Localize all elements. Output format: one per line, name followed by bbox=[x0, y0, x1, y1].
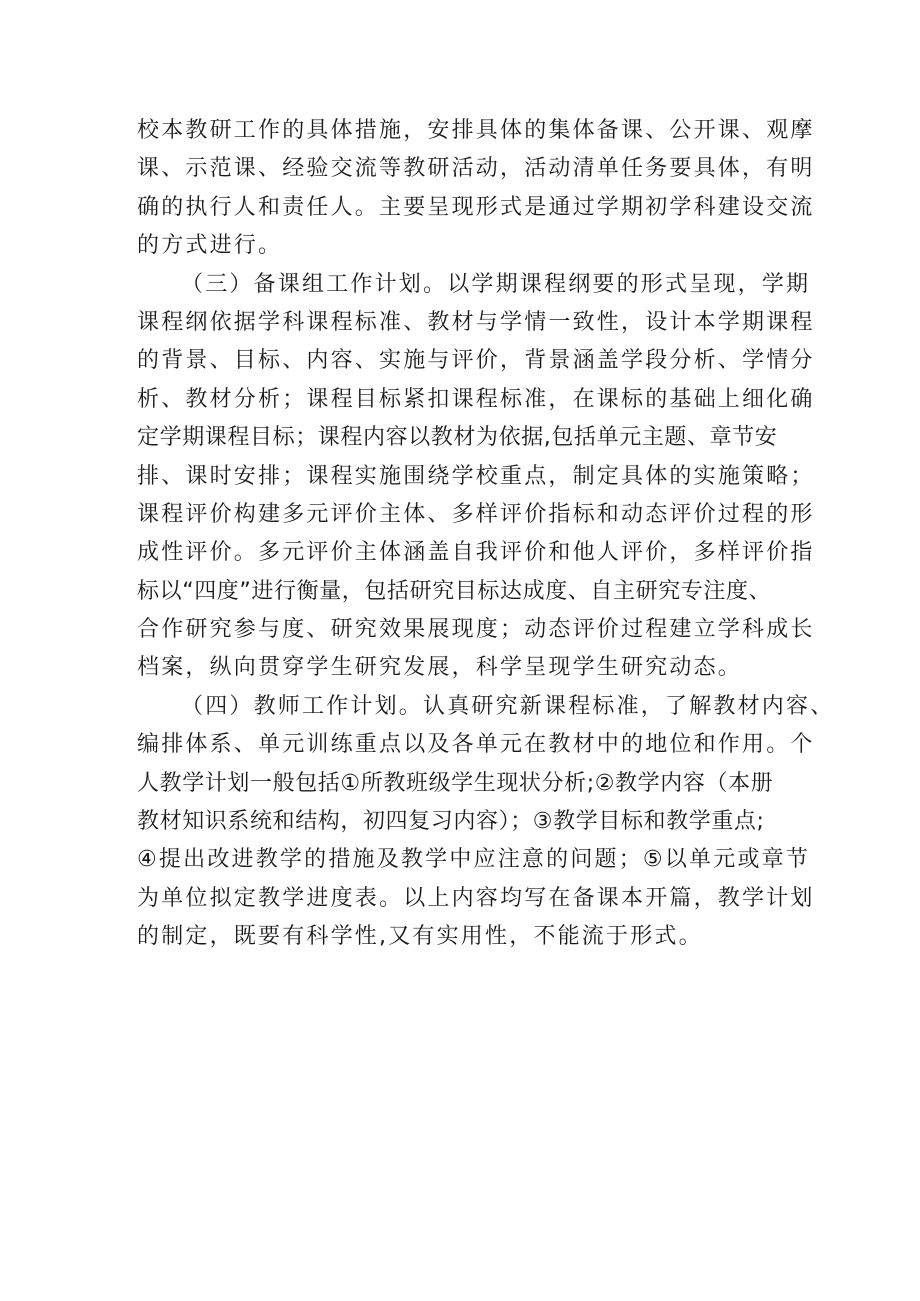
text-line: 教材知识系统和结构，初四复习内容）；③教学目标和教学重点; bbox=[137, 809, 765, 835]
text-line: 档案，纵向贯穿学生研究发展，科学呈现学生研究动态。 bbox=[137, 655, 743, 681]
paragraph-3 bbox=[137, 688, 835, 957]
text-line: 校本教研工作的具体措施，安排具体的集体备课、公开课、观摩 bbox=[137, 118, 815, 143]
text-line: 确的执行人和责任人。主要呈现形式是通过学期初学科建设交流 bbox=[137, 194, 815, 220]
text-line: ④提出改进教学的措施及教学中应注意的问题；⑤以单元或章节 bbox=[137, 847, 811, 873]
text-line: 的制定，既要有科学性,又有实用性，不能流于形式。 bbox=[137, 924, 703, 950]
text-line: 为单位拟定教学进度表。以上内容均写在备课本开篇，教学计划 bbox=[137, 885, 815, 911]
text-line: 课程纲依据学科课程标准、教材与学情一致性，设计本学期课程 bbox=[137, 309, 815, 335]
text-line: 析、教材分析；课程目标紧扣课程标准，在课标的基础上细化确 bbox=[137, 386, 815, 412]
text-line: 课、示范课、经验交流等教研活动，活动清单任务要具体，有明 bbox=[137, 156, 815, 182]
text-line: 排、课时安排；课程实施围绕学校重点，制定具体的实施策略； bbox=[137, 463, 815, 489]
text-line: （三）备课组工作计划。以学期课程纲要的形式呈现，学期 bbox=[181, 271, 811, 297]
paragraph-2 bbox=[137, 266, 817, 688]
document-body bbox=[137, 112, 835, 957]
text-line: 人教学计划一般包括①所教班级学生现状分析;②教学内容（本册 bbox=[137, 770, 774, 796]
text-line: 课程评价构建多元评价主体、多样评价指标和动态评价过程的形 bbox=[137, 501, 815, 527]
text-line: 标以“四度”进行衡量，包括研究目标达成度、自主研究专注度、 bbox=[137, 578, 772, 604]
text-line: 的方式进行。 bbox=[137, 233, 283, 259]
text-line: （四）教师工作计划。认真研究新课程标准，了解教材内容、 bbox=[181, 693, 835, 719]
text-line: 的背景、目标、内容、实施与评价，背景涵盖学段分析、学情分 bbox=[137, 348, 815, 374]
text-line: 定学期课程目标；课程内容以教材为依据,包括单元主题、章节安 bbox=[137, 425, 778, 451]
paragraph-1 bbox=[137, 112, 817, 266]
text-line: 成性评价。多元评价主体涵盖自我评价和他人评价，多样评价指 bbox=[137, 540, 815, 566]
text-line: 合作研究参与度、研究效果展现度；动态评价过程建立学科成长 bbox=[137, 617, 815, 643]
text-line: 编排体系、单元训练重点以及各单元在教材中的地位和作用。个 bbox=[137, 732, 815, 758]
